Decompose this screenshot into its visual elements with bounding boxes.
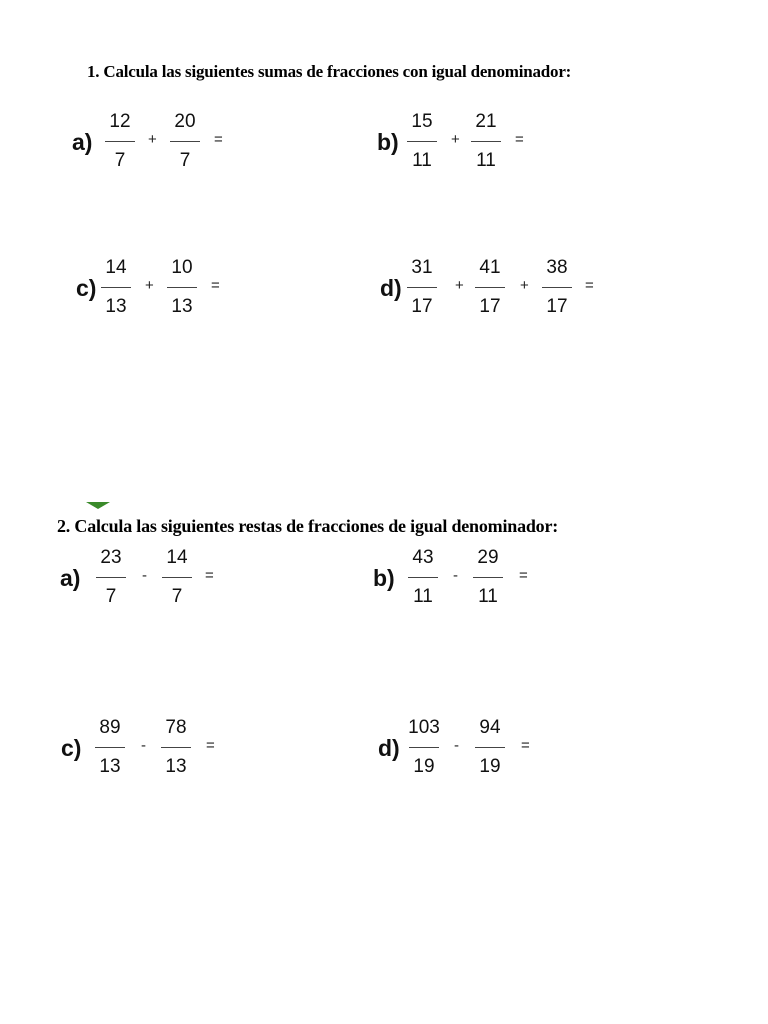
fraction xyxy=(97,256,135,320)
plus-operator: + xyxy=(451,131,460,148)
denominator: 7 xyxy=(179,150,191,171)
fraction-bar xyxy=(161,747,191,748)
check-mark-icon xyxy=(86,502,110,509)
denominator: 7 xyxy=(105,586,117,607)
minus-operator: - xyxy=(454,737,459,754)
numerator: 14 xyxy=(105,257,127,278)
problem-1a xyxy=(72,110,242,174)
fraction-bar xyxy=(95,747,125,748)
denominator: 7 xyxy=(171,586,183,607)
fraction xyxy=(538,256,576,320)
section-1-title: 1. Calcula las siguientes sumas de fracciones con igual denominador: xyxy=(87,62,572,81)
fraction xyxy=(157,716,195,780)
fraction xyxy=(166,110,204,174)
denominator: 11 xyxy=(476,150,496,171)
fraction xyxy=(158,546,196,610)
problem-2c xyxy=(61,716,231,780)
problem-2d xyxy=(378,716,548,780)
fraction-bar xyxy=(408,577,438,578)
numerator: 14 xyxy=(166,547,188,568)
fraction xyxy=(469,546,507,610)
problem-label: c) xyxy=(61,735,82,761)
fraction-bar xyxy=(407,141,437,142)
problem-label: a) xyxy=(60,565,81,591)
numerator: 94 xyxy=(479,717,501,738)
fraction xyxy=(403,110,441,174)
denominator: 13 xyxy=(105,296,127,317)
denominator: 17 xyxy=(546,296,568,317)
denominator: 7 xyxy=(114,150,126,171)
problem-2a xyxy=(60,546,230,610)
fraction-bar xyxy=(475,747,505,748)
problem-label: d) xyxy=(378,735,400,761)
minus-operator: - xyxy=(142,567,147,584)
numerator: 21 xyxy=(475,111,497,132)
equals-sign: = xyxy=(205,567,214,584)
minus-operator: - xyxy=(141,737,146,754)
denominator: 11 xyxy=(412,150,432,171)
plus-operator: + xyxy=(520,277,529,294)
fraction-bar xyxy=(409,747,439,748)
fraction-bar xyxy=(473,577,503,578)
fraction-bar xyxy=(96,577,126,578)
fraction-bar xyxy=(471,141,501,142)
problem-1d xyxy=(380,256,610,320)
numerator: 23 xyxy=(100,547,122,568)
numerator: 20 xyxy=(174,111,196,132)
fraction xyxy=(471,256,509,320)
numerator: 29 xyxy=(477,547,499,568)
problem-label: d) xyxy=(380,275,402,301)
denominator: 11 xyxy=(413,586,433,607)
fraction xyxy=(163,256,201,320)
numerator: 38 xyxy=(546,257,568,278)
denominator: 19 xyxy=(413,756,435,777)
problem-label: b) xyxy=(373,565,395,591)
equals-sign: = xyxy=(211,277,220,294)
fraction-bar xyxy=(167,287,197,288)
equals-sign: = xyxy=(214,131,223,148)
numerator: 43 xyxy=(412,547,434,568)
numerator: 31 xyxy=(411,257,433,278)
fraction-bar xyxy=(101,287,131,288)
denominator: 17 xyxy=(411,296,433,317)
fraction-bar xyxy=(105,141,135,142)
plus-operator: + xyxy=(145,277,154,294)
denominator: 13 xyxy=(99,756,121,777)
denominator: 17 xyxy=(479,296,501,317)
equals-sign: = xyxy=(521,737,530,754)
fraction-bar xyxy=(407,287,437,288)
fraction xyxy=(403,256,441,320)
fraction xyxy=(101,110,139,174)
fraction xyxy=(91,716,129,780)
section-2-title: 2. Calcula las siguientes restas de fracciones de igual denominador: xyxy=(57,516,559,536)
fraction xyxy=(471,716,509,780)
problem-1b xyxy=(377,110,547,174)
fraction-bar xyxy=(162,577,192,578)
plus-operator: + xyxy=(455,277,464,294)
fraction xyxy=(404,546,442,610)
numerator: 41 xyxy=(479,257,501,278)
denominator: 19 xyxy=(479,756,501,777)
numerator: 12 xyxy=(109,111,131,132)
problem-1c xyxy=(76,256,246,320)
equals-sign: = xyxy=(515,131,524,148)
numerator: 10 xyxy=(171,257,193,278)
denominator: 11 xyxy=(478,586,498,607)
numerator: 89 xyxy=(99,717,121,738)
numerator: 15 xyxy=(411,111,433,132)
equals-sign: = xyxy=(585,277,594,294)
fraction xyxy=(467,110,505,174)
fraction xyxy=(92,546,130,610)
problem-label: b) xyxy=(377,129,399,155)
equals-sign: = xyxy=(519,567,528,584)
plus-operator: + xyxy=(148,131,157,148)
fraction xyxy=(405,716,443,780)
numerator: 78 xyxy=(165,717,187,738)
numerator: 103 xyxy=(408,717,440,738)
fraction-bar xyxy=(475,287,505,288)
problem-2b xyxy=(373,546,543,610)
fraction-bar xyxy=(542,287,572,288)
problem-label: a) xyxy=(72,129,93,155)
problem-label: c) xyxy=(76,275,97,301)
fraction-bar xyxy=(170,141,200,142)
equals-sign: = xyxy=(206,737,215,754)
denominator: 13 xyxy=(171,296,193,317)
denominator: 13 xyxy=(165,756,187,777)
minus-operator: - xyxy=(453,567,458,584)
